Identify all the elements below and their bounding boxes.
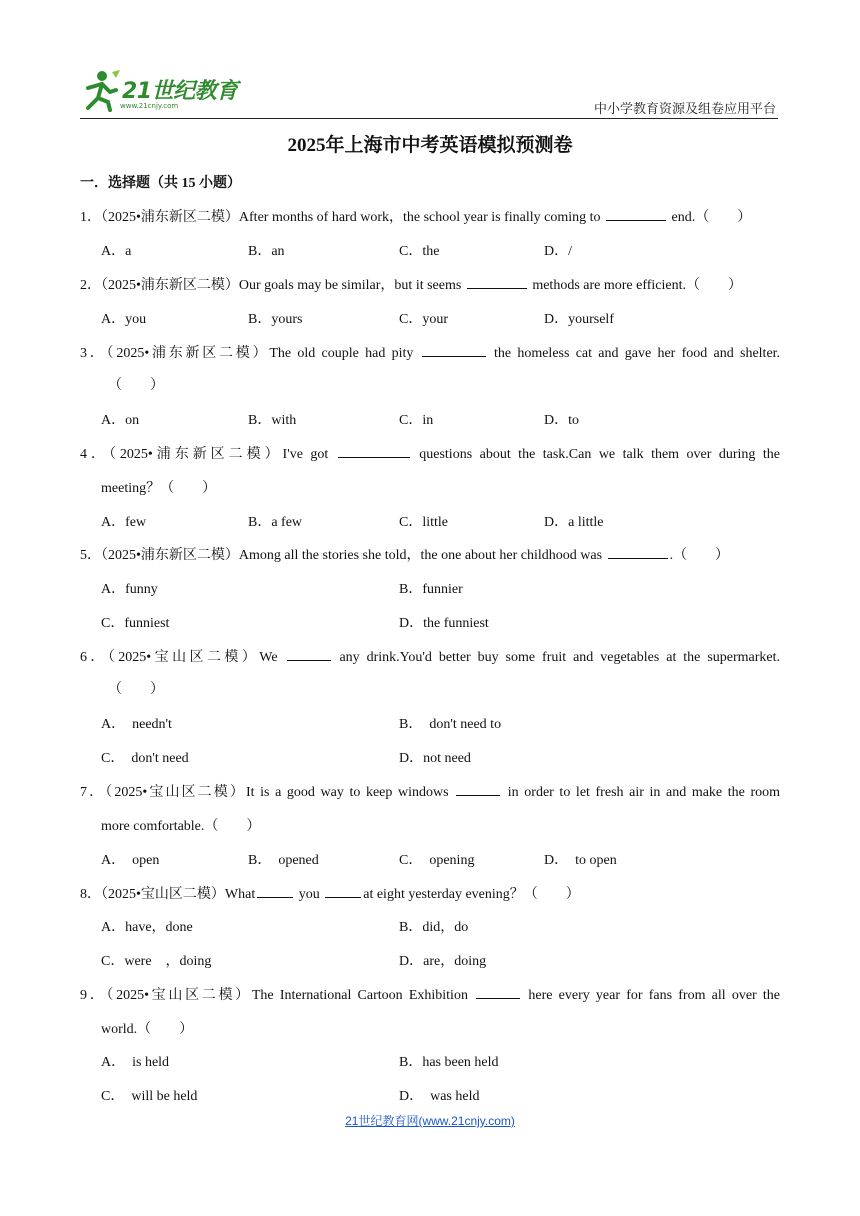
site-logo	[80, 68, 250, 114]
question-2: 2．（2025•浦东新区二模）Our goals may be similar，but it seems methods are more efficient.（ ）	[80, 274, 742, 294]
option-c[interactable]: C． opening	[399, 853, 475, 868]
option-c[interactable]: C．little	[399, 515, 448, 530]
runner-logo-icon	[80, 68, 120, 112]
question-3: 3．（2025•浦东新区二模）The old couple had pity the homeless cat and gave her food and shelter.	[80, 342, 780, 362]
option-b[interactable]: B．has been held	[399, 1055, 499, 1070]
option-c[interactable]: C．your	[399, 312, 448, 327]
option-b[interactable]: B．did，do	[399, 920, 469, 935]
option-d[interactable]: D．/	[544, 244, 572, 259]
answer-blank	[467, 275, 527, 289]
answer-blank	[325, 884, 361, 898]
question-7-continuation: more comfortable.（ ）	[101, 819, 261, 834]
question-5: 5．（2025•浦东新区二模）Among all the stories she told，the one about her childhood was .（ ）	[80, 544, 729, 564]
page-header	[80, 68, 778, 119]
option-a[interactable]: A． is held	[101, 1055, 170, 1070]
answer-blank	[422, 343, 486, 357]
platform-tagline: 中小学教育资源及组卷应用平台	[593, 102, 776, 117]
option-a[interactable]: A．you	[101, 312, 147, 327]
option-b[interactable]: B．a few	[248, 515, 303, 530]
option-a[interactable]: A．a	[101, 244, 132, 259]
option-a[interactable]: A．few	[101, 515, 147, 530]
question-1: 1．（2025•浦东新区二模）After months of hard work，the school year is finally coming to end.（ ）	[80, 206, 751, 226]
option-c[interactable]: C．the	[399, 244, 440, 259]
option-d[interactable]: D．are，doing	[399, 954, 487, 969]
answer-blank	[606, 207, 666, 221]
option-b[interactable]: B．an	[248, 244, 285, 259]
option-b[interactable]: B．funnier	[399, 582, 463, 597]
answer-blank	[338, 444, 410, 458]
option-a[interactable]: A． needn't	[101, 717, 172, 732]
logo-url: www.21cnjy.com	[120, 102, 179, 110]
answer-blank	[608, 545, 668, 559]
answer-blank	[287, 647, 331, 661]
answer-blank	[476, 985, 520, 999]
option-d[interactable]: D． was held	[399, 1089, 480, 1104]
option-d[interactable]: D．not need	[399, 751, 471, 766]
answer-blank	[456, 782, 500, 796]
option-a[interactable]: A．have，done	[101, 920, 193, 935]
option-d[interactable]: D．to	[544, 413, 579, 428]
option-b[interactable]: B．yours	[248, 312, 303, 327]
question-9-continuation: world.（ ）	[101, 1022, 194, 1037]
option-c[interactable]: C．funniest	[101, 616, 170, 631]
option-d[interactable]: D．the funniest	[399, 616, 489, 631]
option-c[interactable]: C． will be held	[101, 1089, 198, 1104]
option-b[interactable]: B． don't need to	[399, 717, 502, 732]
option-c[interactable]: C．were ，doing	[101, 954, 212, 969]
question-4-continuation: meeting？（ ）	[101, 481, 217, 496]
option-c[interactable]: C．in	[399, 413, 434, 428]
answer-blank	[257, 884, 293, 898]
logo-text: 21世纪教育	[122, 79, 238, 104]
option-a[interactable]: A． open	[101, 853, 160, 868]
question-7: 7．（2025•宝山区二模）It is a good way to keep windows in order to let fresh air in and make the room	[80, 781, 780, 801]
option-a[interactable]: A．on	[101, 413, 140, 428]
option-b[interactable]: B． opened	[248, 853, 319, 868]
question-8: 8．（2025•宝山区二模）What you at eight yesterday evening？（ ）	[80, 883, 580, 903]
question-9: 9．（2025•宝山区二模）The International Cartoon Exhibition here every year for fans from all over the	[80, 984, 780, 1004]
option-d[interactable]: D．a little	[544, 515, 604, 530]
question-6-continuation: （ ）	[108, 682, 164, 697]
option-c[interactable]: C． don't need	[101, 751, 189, 766]
page-title: 2025年上海市中考英语模拟预测卷	[287, 135, 573, 156]
footer-link[interactable]: 21世纪教育网(www.21cnjy.com)	[345, 1114, 515, 1128]
section-heading: 一．选择题（共 15 小题）	[80, 176, 241, 191]
question-6: 6．（2025•宝山区二模）We any drink.You'd better buy some fruit and vegetables at the supermarket.	[80, 646, 780, 666]
option-d[interactable]: D．yourself	[544, 312, 614, 327]
option-d[interactable]: D． to open	[544, 853, 617, 868]
option-b[interactable]: B．with	[248, 413, 297, 428]
question-3-continuation: （ ）	[108, 378, 164, 393]
option-a[interactable]: A．funny	[101, 582, 158, 597]
question-4: 4．（2025•浦东新区二模）I've got questions about the task.Can we talk them over during the	[80, 443, 780, 463]
